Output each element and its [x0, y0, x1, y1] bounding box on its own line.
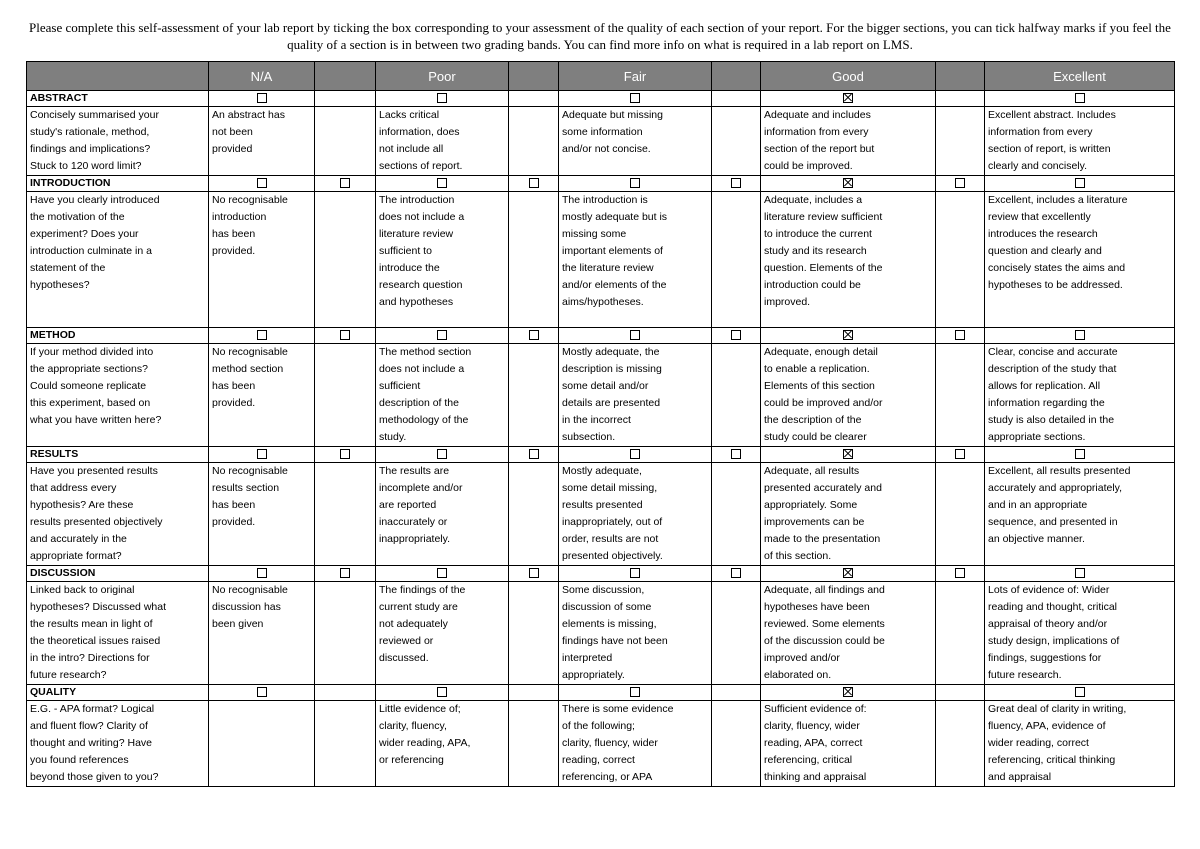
halfway-cell — [712, 447, 761, 463]
checkbox-discussion-poor[interactable] — [437, 568, 447, 578]
halfway-checkbox-introduction-good-excellent[interactable] — [955, 178, 965, 188]
band-description-poor — [376, 701, 509, 787]
halfway-cell — [509, 107, 559, 176]
band-description-text: Adequate, enough detail to enable a replication. Elements of this section could be improved and/or the description of the study could be clearer — [764, 346, 883, 443]
band-description-good — [761, 192, 936, 328]
band-description-text: Adequate, includes a literature review sufficient to introduce the current study and its research question. Elements of the introduction could be improved. — [764, 194, 883, 308]
band-description-excellent — [985, 107, 1175, 176]
checkbox-cell-na — [209, 685, 315, 701]
checkbox-cell-fair — [559, 447, 712, 463]
description-row-abstract — [27, 107, 1175, 176]
checkbox-cell-excellent — [985, 566, 1175, 582]
header-gap — [315, 62, 376, 91]
band-description-text: Mostly adequate, some detail missing, results presented inappropriately, out of order, results are not presented objectively. — [562, 465, 663, 562]
criteria-question-text: Linked back to original hypotheses? Discussed what the results mean in light of the theoretical issues raised in the intro? Directions for future research? — [30, 584, 166, 681]
checkbox-cell-good — [761, 176, 936, 192]
halfway-cell — [509, 344, 559, 447]
checkbox-cell-na — [209, 176, 315, 192]
criteria-question — [27, 463, 209, 566]
header-poor: Poor — [376, 62, 509, 91]
criteria-question — [27, 107, 209, 176]
band-description-good — [761, 344, 936, 447]
checkbox-cell-poor — [376, 328, 509, 344]
checkbox-method-good[interactable] — [843, 330, 853, 340]
checkbox-quality-fair[interactable] — [630, 687, 640, 697]
checkbox-quality-poor[interactable] — [437, 687, 447, 697]
criteria-question — [27, 344, 209, 447]
halfway-cell — [315, 463, 376, 566]
checkbox-cell-good — [761, 328, 936, 344]
checkbox-results-excellent[interactable] — [1075, 449, 1085, 459]
band-description-text: Some discussion, discussion of some elements is missing, findings have not been interpreted appropriately. — [562, 584, 668, 681]
section-title: METHOD — [27, 328, 209, 344]
halfway-cell — [509, 463, 559, 566]
checkbox-cell-excellent — [985, 685, 1175, 701]
description-row-results — [27, 463, 1175, 566]
band-description-text: Lacks critical information, does not include all sections of report. — [379, 109, 463, 172]
checkbox-cell-poor — [376, 685, 509, 701]
checkbox-results-fair[interactable] — [630, 449, 640, 459]
section-row-abstract — [27, 91, 1175, 107]
halfway-cell — [936, 176, 985, 192]
band-description-text: No recognisable results section has been provided. — [212, 465, 288, 528]
header-criteria-cell — [27, 62, 209, 91]
band-description-poor — [376, 582, 509, 685]
section-title: INTRODUCTION — [27, 176, 209, 192]
band-description-excellent — [985, 463, 1175, 566]
halfway-cell — [936, 582, 985, 685]
band-description-text: No recognisable discussion has been given — [212, 584, 288, 630]
halfway-cell — [712, 701, 761, 787]
criteria-question-text: E.G. - APA format? Logical and fluent flow? Clarity of thought and writing? Have you found references beyond those given to you? — [30, 703, 159, 783]
halfway-cell — [315, 447, 376, 463]
halfway-cell — [509, 91, 559, 107]
halfway-checkbox-discussion-good-excellent[interactable] — [955, 568, 965, 578]
band-description-poor — [376, 107, 509, 176]
band-description-poor — [376, 192, 509, 328]
halfway-checkbox-discussion-na-poor[interactable] — [340, 568, 350, 578]
checkbox-quality-excellent[interactable] — [1075, 687, 1085, 697]
band-description-text: Little evidence of; clarity, fluency, wider reading, APA, or referencing — [379, 703, 471, 766]
band-description-excellent — [985, 701, 1175, 787]
section-row-method — [27, 328, 1175, 344]
band-description-fair — [559, 192, 712, 328]
halfway-cell — [712, 582, 761, 685]
halfway-checkbox-results-fair-good[interactable] — [731, 449, 741, 459]
checkbox-quality-good[interactable] — [843, 687, 853, 697]
band-description-fair — [559, 582, 712, 685]
band-description-excellent — [985, 344, 1175, 447]
band-description-text: Lots of evidence of: Wider reading and thought, critical appraisal of theory and/or study design, implications of findings, suggestions for future research. — [988, 584, 1120, 681]
halfway-cell — [509, 566, 559, 582]
header-good: Good — [761, 62, 936, 91]
halfway-cell — [509, 328, 559, 344]
band-description-poor — [376, 344, 509, 447]
checkbox-results-poor[interactable] — [437, 449, 447, 459]
section-row-results — [27, 447, 1175, 463]
halfway-checkbox-introduction-na-poor[interactable] — [340, 178, 350, 188]
band-description-text: No recognisable method section has been provided. — [212, 346, 288, 409]
band-description-fair — [559, 344, 712, 447]
halfway-cell — [936, 701, 985, 787]
description-row-introduction — [27, 192, 1175, 328]
checkbox-cell-poor — [376, 91, 509, 107]
band-description-text: Clear, concise and accurate description of the study that allows for replication. All information regarding the study is also detailed in the appropriate sections. — [988, 346, 1118, 443]
checkbox-cell-fair — [559, 685, 712, 701]
halfway-cell — [936, 91, 985, 107]
halfway-cell — [315, 107, 376, 176]
band-description-good — [761, 107, 936, 176]
halfway-cell — [315, 91, 376, 107]
halfway-cell — [509, 582, 559, 685]
checkbox-method-excellent[interactable] — [1075, 330, 1085, 340]
halfway-cell — [509, 447, 559, 463]
section-row-quality — [27, 685, 1175, 701]
halfway-cell — [936, 566, 985, 582]
checkbox-introduction-excellent[interactable] — [1075, 178, 1085, 188]
band-description-text: The results are incomplete and/or are reported inaccurately or inappropriately. — [379, 465, 463, 545]
checkbox-cell-na — [209, 91, 315, 107]
checkbox-quality-na[interactable] — [257, 687, 267, 697]
band-description-text: The findings of the current study are not adequately reviewed or discussed. — [379, 584, 466, 664]
checkbox-discussion-good[interactable] — [843, 568, 853, 578]
halfway-cell — [315, 566, 376, 582]
band-description-text: Sufficient evidence of: clarity, fluency, wider reading, APA, correct referencing, critical thinking and appraisal — [764, 703, 867, 783]
checkbox-cell-excellent — [985, 328, 1175, 344]
band-description-poor — [376, 463, 509, 566]
halfway-cell — [712, 176, 761, 192]
band-description-text: Great deal of clarity in writing, fluency, APA, evidence of wider reading, correct referencing, critical thinking and appraisal — [988, 703, 1127, 783]
halfway-cell — [712, 566, 761, 582]
header-fair: Fair — [559, 62, 712, 91]
halfway-cell — [315, 192, 376, 328]
band-description-text: There is some evidence of the following; clarity, fluency, wider reading, correct referencing, or APA — [562, 703, 674, 783]
header-gap — [712, 62, 761, 91]
halfway-cell — [315, 582, 376, 685]
band-description-text: No recognisable introduction has been provided. — [212, 194, 288, 257]
checkbox-cell-excellent — [985, 447, 1175, 463]
band-description-text: An abstract has not been provided — [212, 109, 285, 155]
checkbox-discussion-fair[interactable] — [630, 568, 640, 578]
halfway-cell — [712, 463, 761, 566]
band-description-text: Adequate and includes information from every section of the report but could be improved. — [764, 109, 875, 172]
section-title: ABSTRACT — [27, 91, 209, 107]
halfway-cell — [315, 344, 376, 447]
header-gap — [509, 62, 559, 91]
band-description-na — [209, 463, 315, 566]
checkbox-cell-na — [209, 566, 315, 582]
checkbox-cell-fair — [559, 91, 712, 107]
checkbox-cell-na — [209, 328, 315, 344]
band-description-good — [761, 463, 936, 566]
halfway-checkbox-results-na-poor[interactable] — [340, 449, 350, 459]
halfway-cell — [509, 192, 559, 328]
band-description-good — [761, 582, 936, 685]
self-assessment-rubric-table — [26, 61, 1175, 787]
halfway-checkbox-introduction-fair-good[interactable] — [731, 178, 741, 188]
checkbox-cell-fair — [559, 176, 712, 192]
checkbox-abstract-excellent[interactable] — [1075, 93, 1085, 103]
halfway-cell — [936, 328, 985, 344]
halfway-cell — [509, 701, 559, 787]
band-description-excellent — [985, 582, 1175, 685]
checkbox-method-fair[interactable] — [630, 330, 640, 340]
criteria-question — [27, 701, 209, 787]
band-description-excellent — [985, 192, 1175, 328]
halfway-cell — [712, 91, 761, 107]
checkbox-cell-good — [761, 447, 936, 463]
band-description-na — [209, 107, 315, 176]
checkbox-abstract-good[interactable] — [843, 93, 853, 103]
checkbox-introduction-na[interactable] — [257, 178, 267, 188]
checkbox-cell-good — [761, 566, 936, 582]
halfway-checkbox-results-good-excellent[interactable] — [955, 449, 965, 459]
criteria-question-text: If your method divided into the appropriate sections? Could someone replicate this experiment, based on what you have written here? — [30, 346, 162, 426]
checkbox-cell-excellent — [985, 91, 1175, 107]
band-description-text: The introduction is mostly adequate but is missing some important elements of the literature review and/or elements of the aims/hypotheses. — [562, 194, 668, 308]
band-description-text: The introduction does not include a literature review sufficient to introduce the research question and hypotheses — [379, 194, 465, 308]
halfway-cell — [936, 463, 985, 566]
description-row-discussion — [27, 582, 1175, 685]
band-description-fair — [559, 107, 712, 176]
checkbox-introduction-good[interactable] — [843, 178, 853, 188]
halfway-checkbox-method-good-excellent[interactable] — [955, 330, 965, 340]
halfway-cell — [509, 685, 559, 701]
halfway-checkbox-method-fair-good[interactable] — [731, 330, 741, 340]
checkbox-method-na[interactable] — [257, 330, 267, 340]
checkbox-abstract-fair[interactable] — [630, 93, 640, 103]
halfway-checkbox-introduction-poor-fair[interactable] — [529, 178, 539, 188]
halfway-checkbox-method-na-poor[interactable] — [340, 330, 350, 340]
checkbox-discussion-excellent[interactable] — [1075, 568, 1085, 578]
checkbox-introduction-poor[interactable] — [437, 178, 447, 188]
checkbox-cell-poor — [376, 447, 509, 463]
band-description-text: Excellent abstract. Includes information from every section of report, is written clearly and concisely. — [988, 109, 1116, 172]
checkbox-method-poor[interactable] — [437, 330, 447, 340]
band-description-text: Adequate but missing some information and/or not concise. — [562, 109, 663, 155]
criteria-question-text: Concisely summarised your study's rationale, method, findings and implications? Stuck to 120 word limit? — [30, 109, 159, 172]
halfway-cell — [712, 192, 761, 328]
criteria-question — [27, 582, 209, 685]
header-gap — [936, 62, 985, 91]
section-title: RESULTS — [27, 447, 209, 463]
band-description-text: Excellent, all results presented accurately and appropriately, and in an appropriate sequence, and presented in an objective manner. — [988, 465, 1131, 545]
halfway-cell — [315, 701, 376, 787]
criteria-question-text: Have you clearly introduced the motivation of the experiment? Does your introduction culminate in a statement of the hypotheses? — [30, 194, 160, 291]
halfway-checkbox-method-poor-fair[interactable] — [529, 330, 539, 340]
halfway-cell — [712, 107, 761, 176]
halfway-cell — [936, 685, 985, 701]
section-row-discussion — [27, 566, 1175, 582]
halfway-cell — [712, 685, 761, 701]
band-description-na — [209, 192, 315, 328]
halfway-cell — [315, 176, 376, 192]
halfway-cell — [315, 685, 376, 701]
description-row-method — [27, 344, 1175, 447]
checkbox-cell-na — [209, 447, 315, 463]
header-row — [27, 62, 1175, 91]
halfway-cell — [315, 328, 376, 344]
section-row-introduction — [27, 176, 1175, 192]
checkbox-cell-poor — [376, 566, 509, 582]
halfway-cell — [509, 176, 559, 192]
criteria-question — [27, 192, 209, 328]
band-description-text: Adequate, all results presented accurately and appropriately. Some improvements can be made to the presentation of this section. — [764, 465, 882, 562]
band-description-na — [209, 344, 315, 447]
band-description-fair — [559, 463, 712, 566]
checkbox-abstract-na[interactable] — [257, 93, 267, 103]
band-description-na — [209, 701, 315, 787]
band-description-fair — [559, 701, 712, 787]
halfway-cell — [936, 344, 985, 447]
checkbox-results-good[interactable] — [843, 449, 853, 459]
description-row-quality — [27, 701, 1175, 787]
checkbox-cell-good — [761, 91, 936, 107]
halfway-cell — [712, 344, 761, 447]
band-description-text: Mostly adequate, the description is missing some detail and/or details are presented in the incorrect subsection. — [562, 346, 662, 443]
header-excellent: Excellent — [985, 62, 1175, 91]
section-title: QUALITY — [27, 685, 209, 701]
checkbox-introduction-fair[interactable] — [630, 178, 640, 188]
halfway-cell — [936, 447, 985, 463]
instructions-text: Please complete this self-assessment of your lab report by ticking the box corresponding to your assessment of the quality of each section of your report. For the bigger sections, you can tick halfway marks if you feel the quality of a section is in between two grading bands. You can find more info on what is required in a lab report on LMS. — [29, 20, 1171, 52]
criteria-question-text: Have you presented results that address every hypothesis? Are these results presented objectively and accurately in the appropriate format? — [30, 465, 163, 562]
halfway-checkbox-discussion-fair-good[interactable] — [731, 568, 741, 578]
checkbox-results-na[interactable] — [257, 449, 267, 459]
band-description-good — [761, 701, 936, 787]
halfway-checkbox-discussion-poor-fair[interactable] — [529, 568, 539, 578]
halfway-cell — [936, 192, 985, 328]
checkbox-cell-fair — [559, 566, 712, 582]
checkbox-cell-fair — [559, 328, 712, 344]
checkbox-cell-poor — [376, 176, 509, 192]
section-title: DISCUSSION — [27, 566, 209, 582]
checkbox-abstract-poor[interactable] — [437, 93, 447, 103]
checkbox-discussion-na[interactable] — [257, 568, 267, 578]
band-description-text: Excellent, includes a literature review that excellently introduces the research question and clearly and concisely states the aims and hypotheses to be addressed. — [988, 194, 1128, 291]
checkbox-cell-good — [761, 685, 936, 701]
header-na: N/A — [209, 62, 315, 91]
checkbox-cell-excellent — [985, 176, 1175, 192]
halfway-checkbox-results-poor-fair[interactable] — [529, 449, 539, 459]
band-description-na — [209, 582, 315, 685]
band-description-text: Adequate, all findings and hypotheses have been reviewed. Some elements of the discussion could be improved and/or elaborated on. — [764, 584, 885, 681]
halfway-cell — [712, 328, 761, 344]
band-description-text: The method section does not include a sufficient description of the methodology of the study. — [379, 346, 472, 443]
halfway-cell — [936, 107, 985, 176]
